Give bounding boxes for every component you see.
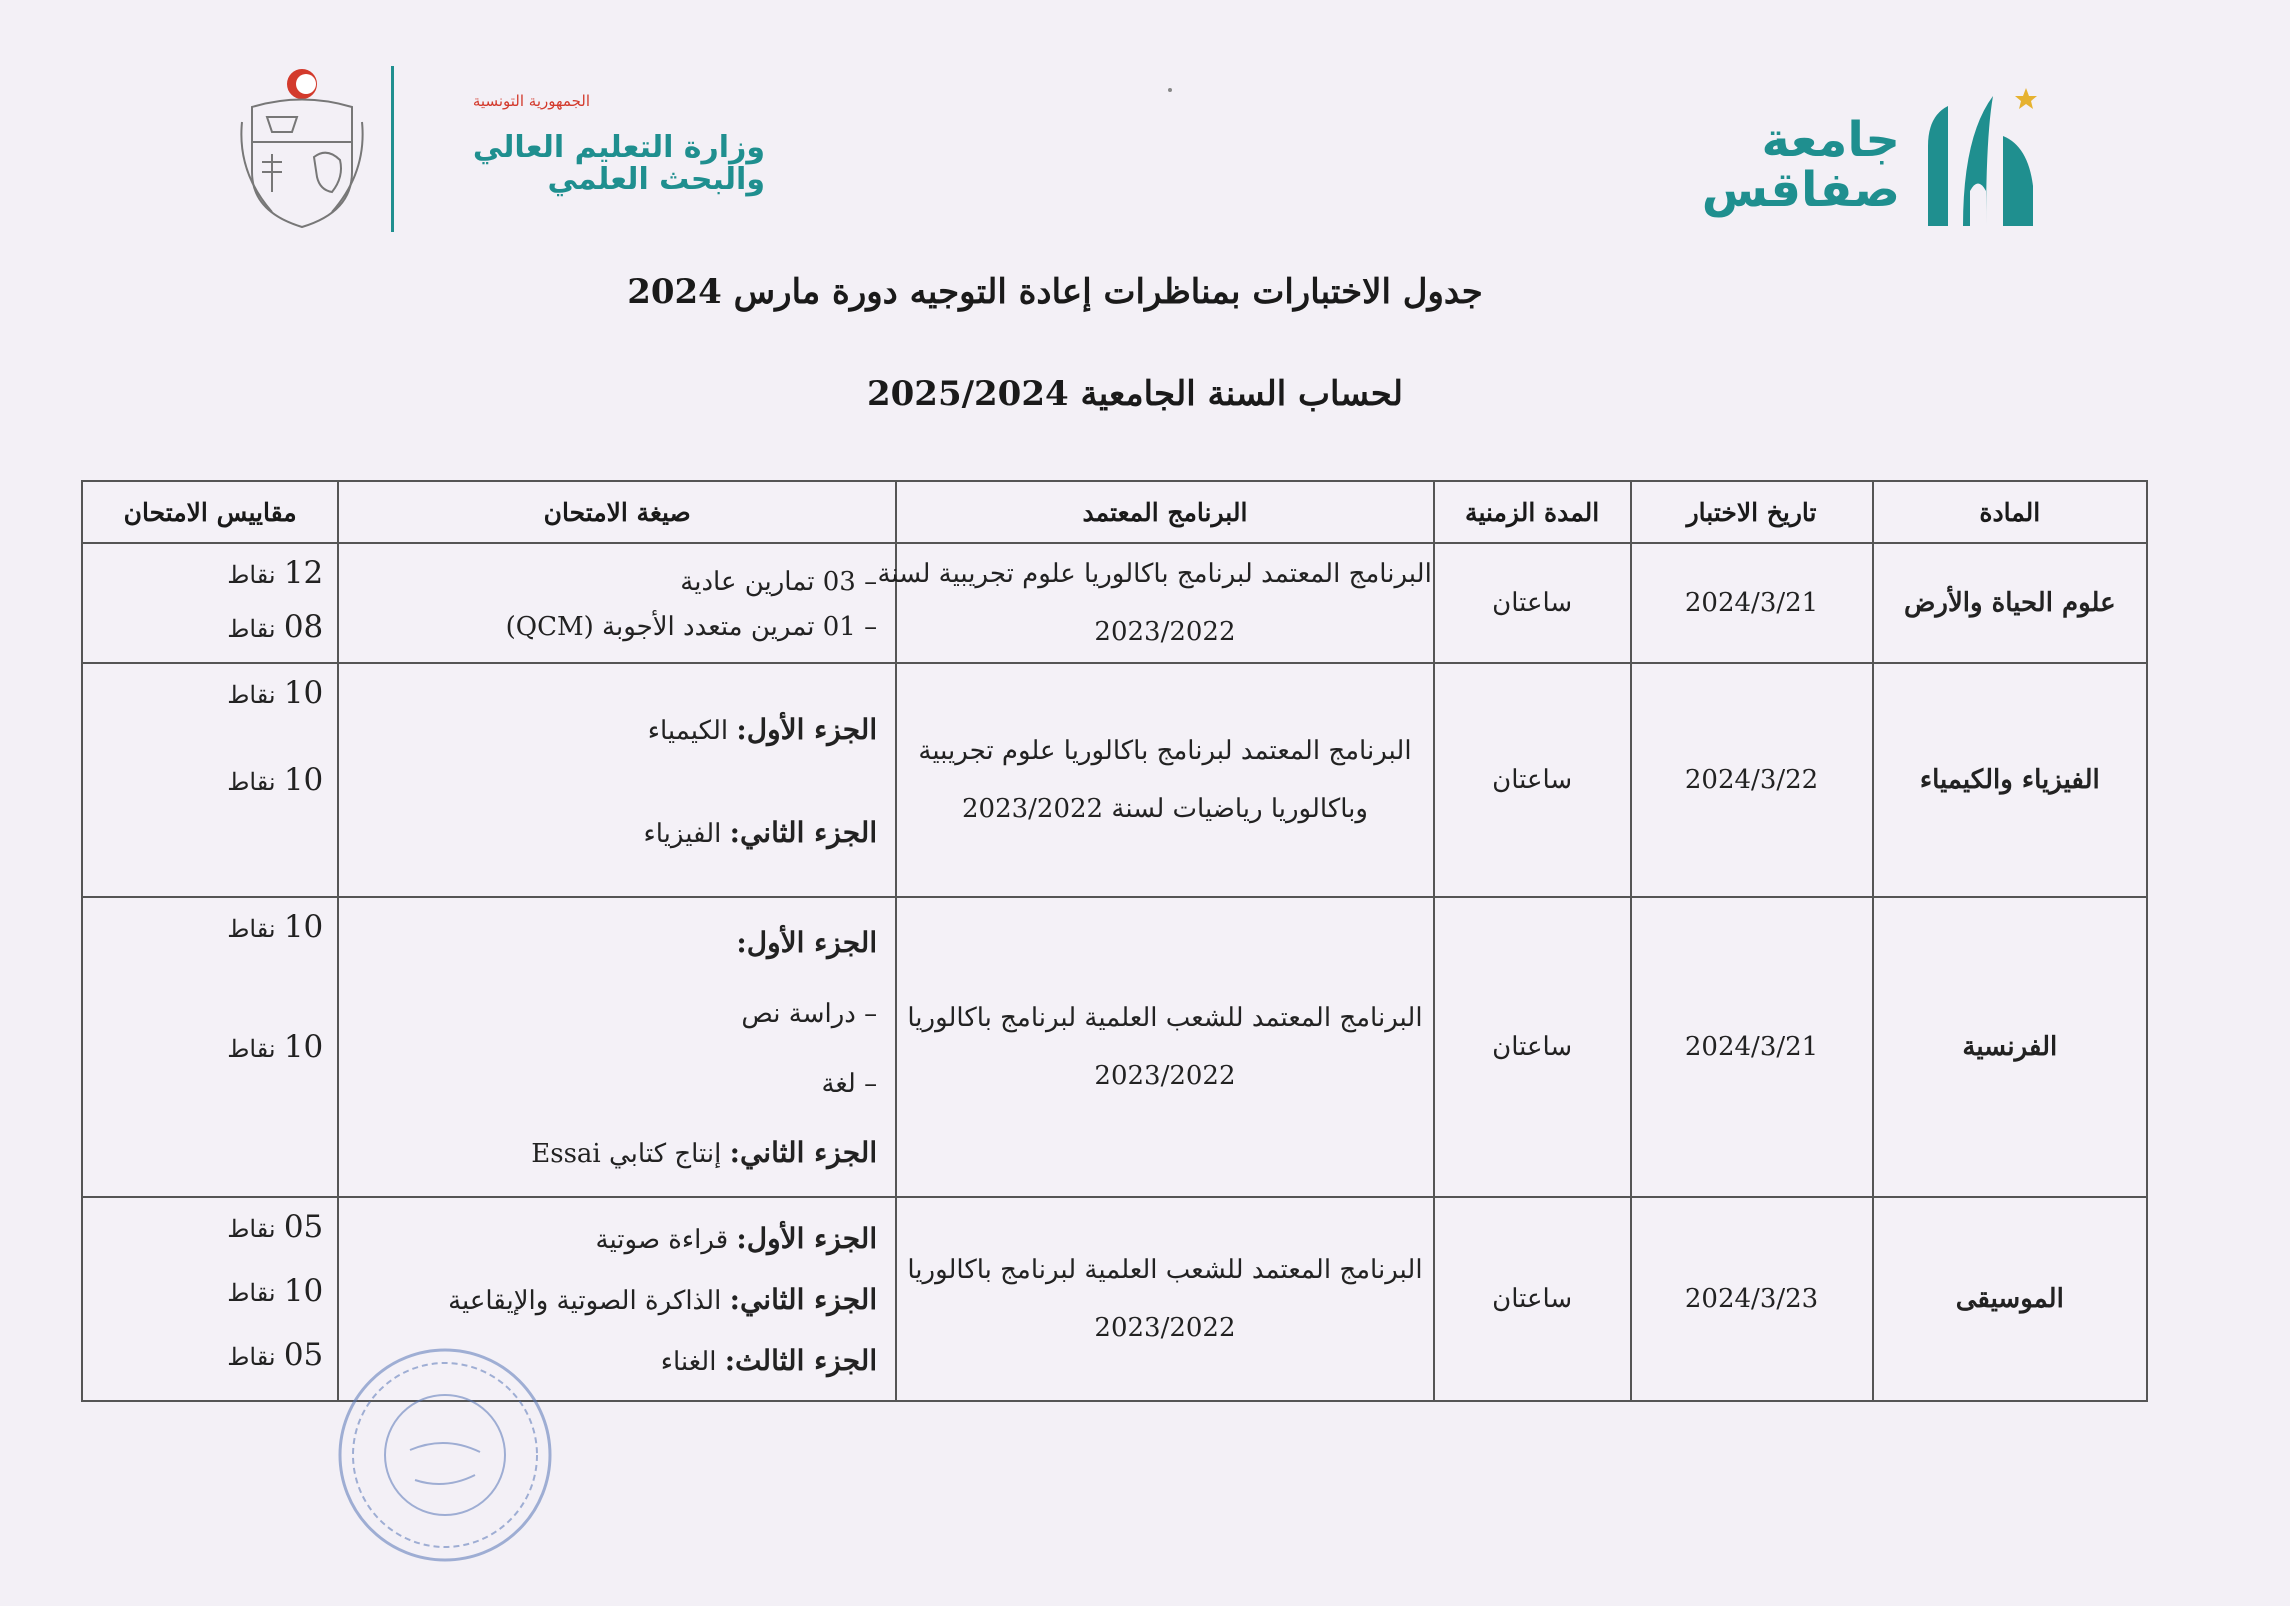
ministry-name-line1: وزارة التعليم العالي [472, 130, 765, 165]
format-part-text: – 01 تمرين متعدد الأجوبة (QCM) [505, 612, 878, 642]
cell-format [338, 663, 896, 897]
page-title: جدول الاختبارات بمناظرات إعادة التوجيه دورة مارس 2024 [627, 272, 1483, 312]
program-line2: 2023/2022 [1094, 617, 1236, 647]
program-line1: البرنامج المعتمد للشعب العلمية لبرنامج باكالوريا [907, 1003, 1423, 1033]
cell-subject: علوم الحياة والأرض [1873, 543, 2147, 663]
cell-grading [82, 1197, 338, 1401]
format-part-text: الذاكرة الصوتية والإيقاعية [448, 1286, 722, 1316]
points-unit: نقاط [227, 768, 276, 796]
points-value: 08 [283, 609, 324, 645]
header-duration: المدة الزمنية [1434, 481, 1631, 543]
format-line [340, 1118, 877, 1188]
cell-date: 2024/3/21 [1631, 543, 1873, 663]
format-part-label: الجزء الثالث: [724, 1344, 878, 1377]
grading-line [84, 1330, 323, 1394]
cell-program [896, 663, 1434, 897]
points-unit: نقاط [227, 1035, 276, 1063]
ministry-name [405, 132, 765, 195]
cell-duration: ساعتان [1434, 1197, 1631, 1401]
cell-date: 2024/3/21 [1631, 897, 1873, 1197]
format-part-label: الجزء الثاني: [729, 816, 878, 849]
format-line [340, 978, 877, 1048]
program-line2: 2023/2022 [1094, 1313, 1236, 1343]
program-line1: البرنامج المعتمد لبرنامج باكالوريا علوم تجريبية [918, 736, 1412, 766]
points-unit: نقاط [227, 681, 276, 709]
points-value: 05 [283, 1209, 324, 1245]
republic-label: الجمهورية التونسية [472, 92, 590, 110]
table-row [82, 543, 2147, 663]
program-line1: البرنامج المعتمد لبرنامج باكالوريا علوم تجريبية لسنة [877, 559, 1432, 589]
university-name-line1: جامعة [1761, 112, 1900, 168]
cell-program [877, 543, 1434, 663]
points-unit: نقاط [227, 561, 276, 589]
cell-duration: ساعتان [1434, 543, 1631, 663]
exam-schedule-table [81, 480, 2148, 1402]
grading-line [84, 1202, 323, 1266]
format-part-text: الفيزياء [643, 819, 722, 849]
format-line [340, 1269, 877, 1330]
format-part-label: الجزء الأول: [736, 713, 878, 746]
ministry-name-line2: والبحث العلمي [547, 161, 765, 197]
cell-format [338, 543, 896, 663]
format-part-text: الغناء [660, 1347, 717, 1377]
university-sfax-logo-icon [1908, 76, 2054, 236]
cell-program [896, 897, 1434, 1197]
cell-subject: الفرنسية [1873, 897, 2147, 1197]
grading-line [84, 755, 323, 842]
cell-subject: الموسيقى [1873, 1197, 2147, 1401]
cell-format [338, 897, 896, 1197]
points-unit: نقاط [227, 615, 276, 643]
ministry-block [405, 92, 765, 195]
format-line [340, 603, 877, 648]
points-value: 10 [283, 1029, 324, 1065]
table-row [82, 897, 2147, 1197]
cell-grading [82, 897, 338, 1197]
official-stamp-icon [330, 1340, 560, 1570]
grading-line [84, 1022, 323, 1142]
format-line [340, 1048, 877, 1118]
header-program: البرنامج المعتمد [896, 481, 1434, 543]
table-row [82, 663, 2147, 897]
cell-program [896, 1197, 1434, 1401]
format-line [340, 678, 877, 781]
header-format: صيغة الامتحان [338, 481, 896, 543]
points-value: 10 [283, 909, 324, 945]
table-body [82, 543, 2147, 1401]
format-part-label: الجزء الثاني: [729, 1136, 878, 1169]
format-part-label: الجزء الأول: [736, 1222, 878, 1255]
format-line [340, 908, 877, 978]
points-unit: نقاط [227, 1279, 276, 1307]
format-part-text: الكيمياء [647, 716, 729, 746]
cell-duration: ساعتان [1434, 663, 1631, 897]
grading-line [84, 602, 323, 656]
format-line [340, 781, 877, 884]
header-subject: المادة [1873, 481, 2147, 543]
cell-grading [82, 543, 338, 663]
format-part-text: قراءة صوتية [595, 1225, 729, 1255]
points-unit: نقاط [227, 1215, 276, 1243]
university-name-line2: صفاقس [1701, 162, 1900, 219]
points-value: 12 [283, 555, 324, 591]
points-value: 05 [283, 1337, 324, 1373]
program-line2: وباكالوريا رياضيات لسنة 2023/2022 [962, 794, 1368, 824]
format-part-label: الجزء الأول: [736, 926, 878, 959]
format-part-text: – دراسة نص [741, 999, 878, 1029]
grading-line [84, 902, 323, 1022]
header-divider [391, 66, 394, 232]
format-part-text: – لغة [821, 1069, 878, 1099]
grading-line [84, 668, 323, 755]
page-subtitle: لحساب السنة الجامعية 2025/2024 [866, 374, 1404, 414]
cell-date: 2024/3/23 [1631, 1197, 1873, 1401]
cell-grading [82, 663, 338, 897]
points-unit: نقاط [227, 915, 276, 943]
cell-subject: الفيزياء والكيمياء [1873, 663, 2147, 897]
format-part-label: الجزء الثاني: [729, 1283, 878, 1316]
header-date: تاريخ الاختبار [1631, 481, 1873, 543]
university-name [1620, 112, 1900, 219]
format-part-text: – 03 تمارين عادية [680, 567, 878, 597]
program-line1: البرنامج المعتمد للشعب العلمية لبرنامج باكالوريا [907, 1255, 1423, 1285]
points-unit: نقاط [227, 1343, 276, 1371]
header-grading: مقاييس الامتحان [82, 481, 338, 543]
cell-date: 2024/3/22 [1631, 663, 1873, 897]
format-part-text: إنتاج كتابي Essai [531, 1139, 722, 1169]
table-header-row [82, 481, 2147, 543]
format-line [340, 558, 877, 603]
program-line2: 2023/2022 [1094, 1061, 1236, 1091]
grading-line [84, 1266, 323, 1330]
tunisia-coat-of-arms-icon [232, 62, 372, 232]
cell-duration: ساعتان [1434, 897, 1631, 1197]
points-value: 10 [283, 675, 324, 711]
scan-dot [1168, 88, 1172, 92]
format-line [340, 1208, 877, 1269]
grading-line [84, 548, 323, 602]
points-value: 10 [283, 762, 324, 798]
points-value: 10 [283, 1273, 324, 1309]
